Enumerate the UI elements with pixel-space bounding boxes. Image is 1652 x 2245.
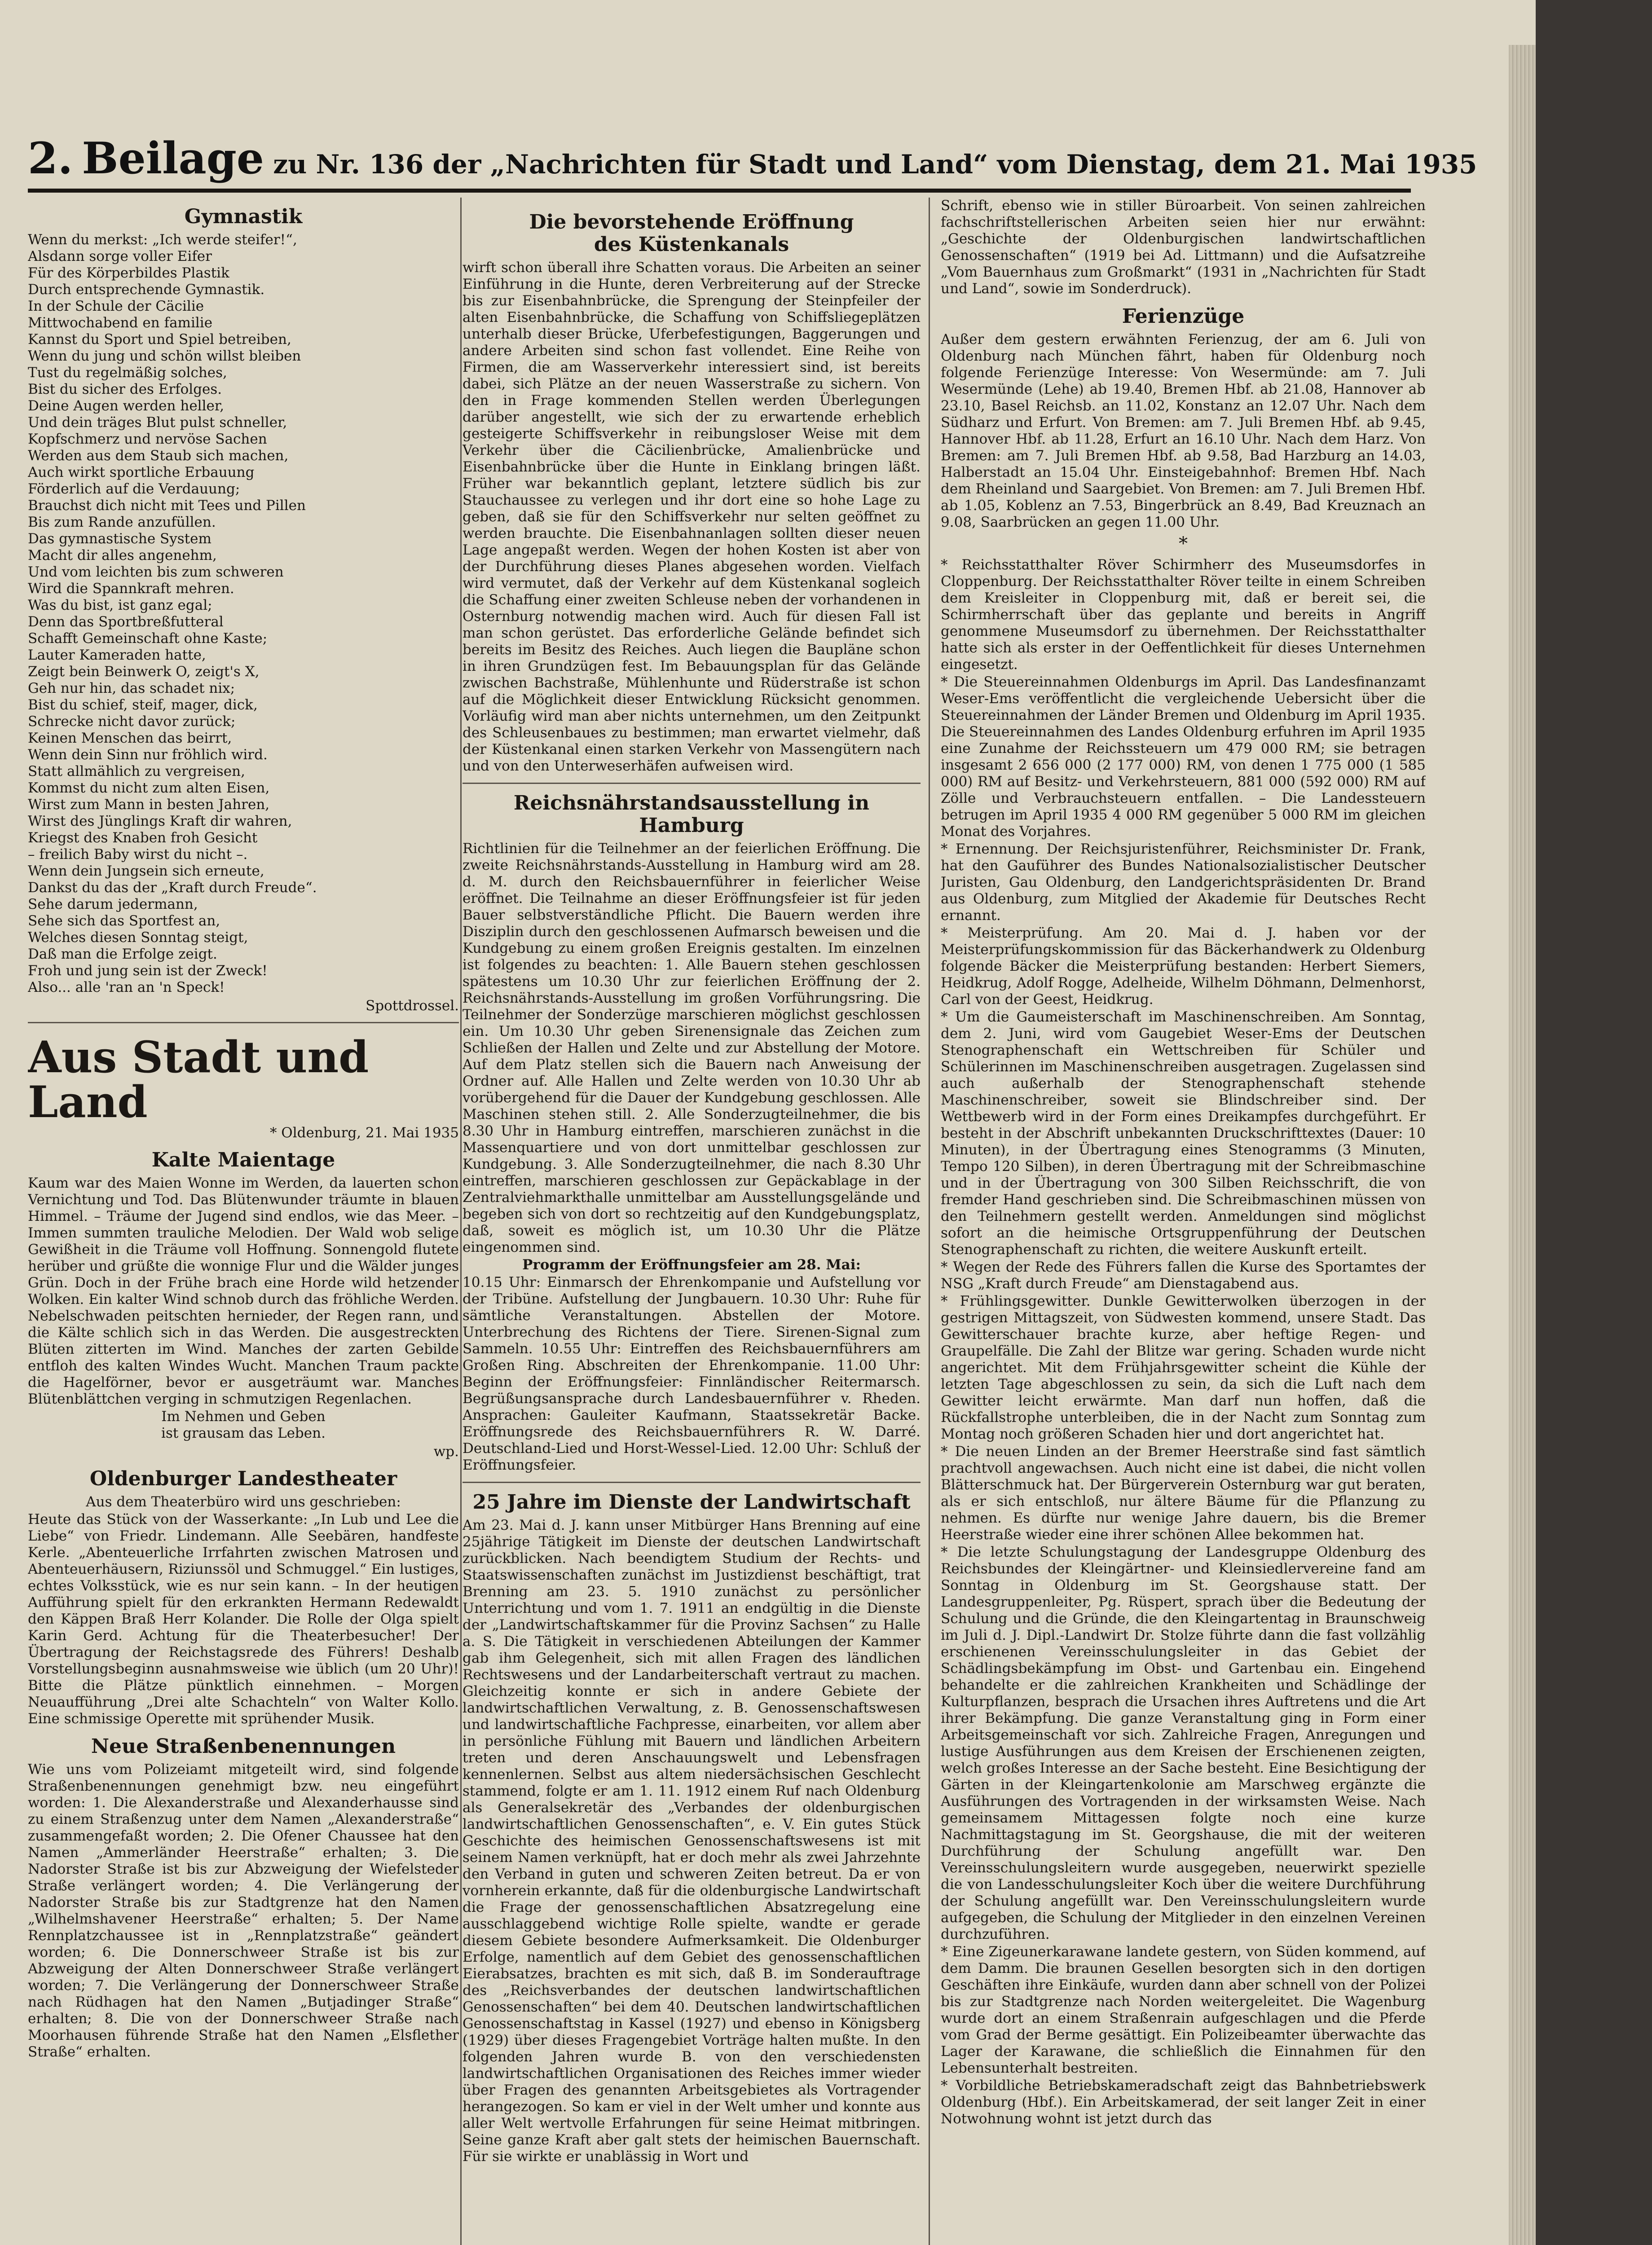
strassen-title: Neue Straßenbenennungen	[91, 1735, 396, 1758]
poem-line: Brauchst dich nicht mit Tees und Pillen	[28, 497, 306, 514]
poem-line: Dankst du das der „Kraft durch Freude“.	[28, 880, 317, 896]
theater-title: Oldenburger Landestheater	[89, 1467, 397, 1490]
maientage-line-1: Im Nehmen und Geben	[161, 1409, 326, 1425]
ferienzuege-title: Ferienzüge	[1122, 305, 1245, 328]
gymnastik-signature: Spottdrossel.	[366, 998, 459, 1014]
jubilaeum-text-continued: Schrift, ebenso wie in stiller Büroarbeit. Von seinen zahlreichen fachschriftstellerischen Arbeiten seien hier nur erwähnt: „Geschichte der Oldenburgischen landwirtschaftlichen Genossenschaften“ (1919 bei Ad. Littmann) und die Aufsatzreihe „Vom Bauernhaus zum Großmarkt“ (1931 in „Nachrichten für Stadt und Land“, sowie im Sonderdruck).	[941, 198, 1426, 297]
header-rule	[28, 189, 1411, 193]
column-divider	[929, 198, 930, 2245]
poem-line: Lauter Kameraden hatte,	[28, 647, 206, 663]
poem-line: Bist du schief, steif, mager, dick,	[28, 697, 258, 713]
news-item: * Vorbildliche Betriebskameradschaft zeigt das Bahnbetriebswerk Oldenburg (Hbf.). Ein Arbeitskamerad, der seit langer Zeit in einer Notwohnung wohnt ist jetzt durch das	[941, 2078, 1426, 2127]
poem-line: Auch wirkt sportliche Erbauung	[28, 464, 255, 480]
header-beilage: Beilage	[82, 133, 264, 184]
poem-line: Kopfschmerz und nervöse Sachen	[28, 431, 267, 447]
poem-line: Wirst zum Mann in besten Jahren,	[28, 797, 270, 813]
poem-line: Statt allmählich zu vergreisen,	[28, 763, 245, 779]
stadt-und-land-title: Aus Stadt und Land	[28, 1032, 369, 1127]
jubilaeum-text: Am 23. Mai d. J. kann unser Mitbürger Hans Brenning auf eine 25jährige Tätigkeit im Dienste der deutschen Landwirtschaft zurückblicken. Nach beendigtem Studium der Rechts- und Staatswissenschaften zunächst im Justizdienst beschäftigt, trat Brenning am 23. 5. 1910 zunächst zu persönlicher Unterrichtung und vom 1. 7. 1911 an endgültig in die Dienste der „Landwirtschaftskammer für die Provinz Sachsen“ zu Halle a. S. Die Tätigkeit in verschiedenen Abteilungen der Kammer gab ihm Gelegenheit, sich mit allen Fragen des ländlichen Rechtswesens und der Landarbeiterschaft vertraut zu machen. Gleichzeitig konnte er sich in andere Gebiete der landwirtschaftlichen Verwaltung, z. B. Genossenschaftswesen und landwirtschaftliche Fachpresse, einarbeiten, vor allem aber in persönliche Fühlung mit Bauern und ländlichen Arbeitern treten und deren Anschauungswelt und Lebensfragen kennenlernen. Selbst aus altem niedersächsischen Geschlecht stammend, folgte er am 1. 11. 1912 einem Ruf nach Oldenburg als Generalsekretär des „Verbandes der oldenburgischen landwirtschaftlichen Genossenschaften“, e. V. Ein gutes Stück Geschichte des heimischen Genossenschaftswesens ist mit seinem Namen verknüpft, hat er doch mehr als zwei Jahrzehnte den Verband in guten und schweren Zeiten betreut. Da er von vornherein erkannte, daß für die oldenburgische Landwirtschaft die Frage der genossenschaftlichen Absatzregelung eine ausschlaggebend wichtige Rolle spielte, wandte er gerade diesem Gebiete besondere Aufmerksamkeit. Die Oldenburger Erfolge, namentlich auf dem Gebiet des genossenschaftlichen Eierabsatzes, brachten es mit sich, daß B. im Sonderauftrage des „Reichsverbandes der deutschen landwirtschaftlichen Genossenschaften“ bei dem 40. Deutschen landwirtschaftlichen Genossenschaftstag in Kassel (1927) und ebenso in Königsberg (1929) über dieses Fragengebiet Vorträge halten mußte. In den folgenden Jahren wurde B. von den verschiedensten landwirtschaftlichen Organisationen des Reiches immer wieder über Fragen des genannten Arbeitsgebietes als Vortragender herangezogen. So kam er viel in der Welt umher und konnte aus aller Welt wertvolle Erfahrungen für seine Heimat mitbringen. Seine ganze Kraft aber galt stets der heimischen Bauernschaft. Für sie wirkte er unablässig in Wort und	[463, 1517, 921, 2165]
programm-heading: Programm der Eröffnungsfeier am 28. Mai:	[522, 1257, 861, 1273]
divider	[463, 1482, 921, 1483]
poem-line: Bist du sicher des Erfolges.	[28, 381, 222, 397]
eroeffnung-title-2: des Küstenkanals	[594, 233, 789, 256]
gymnastik-title: Gymnastik	[184, 205, 303, 228]
poem-line: Zeigt bein Beinwerk O, zeigt's X,	[28, 664, 260, 680]
reichsnaehrstand-title: Reichsnährstandsausstellung in Hamburg	[513, 792, 870, 837]
poem-line: – freilich Baby wirst du nicht –.	[28, 846, 248, 863]
poem-line: Das gymnastische System	[28, 531, 211, 547]
poem-line: Förderlich auf die Verdauung;	[28, 481, 240, 497]
poem-line: Macht dir alles angenehm,	[28, 547, 217, 563]
column-divider	[460, 198, 462, 2245]
news-item: * Frühlingsgewitter. Dunkle Gewitterwolken überzogen in der gestrigen Mittagszeit, von Südwesten kommend, unsere Stadt. Das Gewitterschauer brachte kurze, aber heftige Regen- und Graupelfälle. Die Zahl der Blitze war gering. Schaden wurde nicht angerichtet. Mit dem Frühjahrsgewitter scheint die Kühle der letzten Tage abgeschlossen zu sein, da sich die Luft nach dem Gewitter leicht erwärmte. Man darf nun hoffen, daß die Rückfallstrophe unterbleiben, die in der Nacht zum Sonntag zum Montag noch größeren Schaden hier und dort angerichtet hat.	[941, 1293, 1426, 1442]
maientage-signature: wp.	[433, 1444, 459, 1460]
header-number: 2.	[28, 133, 73, 184]
poem-line: Wenn du jung und schön willst bleiben	[28, 348, 301, 364]
jubilaeum-title: 25 Jahre im Dienste der Landwirtschaft	[472, 1491, 911, 1514]
book-edge	[1509, 45, 1536, 2245]
poem-line: Daß man die Erfolge zeigt.	[28, 946, 217, 962]
poem-line: Bis zum Rande anzufüllen.	[28, 514, 216, 530]
poem-line: In der Schule der Cäcilie	[28, 298, 204, 314]
maientage-text: Kaum war des Maien Wonne im Werden, da lauerten schon Vernichtung und Tod. Das Blütenwunder träumte in blauen Himmel. – Träume der Jugend sind endlos, wie das Meer. – Immen summten trauliche Melodien. Der Wald wob selige Gewißheit in die Träume voll Hoffnung. Sonnengold flutete herüber und grüßte die wonnige Flur und die Wälder junges Grün. Doch in der Frühe brach eine Horde wild hetzender Wolken. Ein kalter Wind schnob durch das fröhliche Werden. Nebelschwaden peitschten hernieder, der Regen rann, und die Kälte schlich sich in das Werden. Die ausgestreckten Blüten zitterten im Wind. Manches der zarten Gebilde entfloh des kalten Windes Wucht. Manchen Traum packte die Hagelförner, bevor er ausgeträumt war. Manches Blütenblättchen verging in schmutzigen Regenlachen.	[28, 1175, 459, 1407]
column-2	[463, 198, 921, 2245]
poem-line: Kommst du nicht zum alten Eisen,	[28, 780, 270, 796]
poem-line: Tust du regelmäßig solches,	[28, 365, 227, 381]
poem-line: Schafft Gemeinschaft ohne Kaste;	[28, 630, 268, 647]
programm-text: 10.15 Uhr: Einmarsch der Ehrenkompanie und Aufstellung vor der Tribüne. Aufstellung der Jungbauern. 10.30 Uhr: Ruhe für sämtliche Veranstaltungen. Abstellen der Motore. Unterbrechung des Richtens der Tiere. Sirenen-Signal zum Sammeln. 10.55 Uhr: Eintreffen des Reichsbauernführers am Großen Ring. Abschreiten der Ehrenkompanie. 11.00 Uhr: Beginn der Eröffnungsfeier: Finnländischer Reitermarsch. Begrüßungsansprache durch Landesbauernführer v. Rheden. Ansprachen: Gauleiter Kaufmann, Staatssekretär Backe. Eröffnungsrede des Reichsbauernführers R. W. Darré. Deutschland-Lied und Horst-Wessel-Lied. 12.00 Uhr: Schluß der Eröffnungsfeier.	[463, 1274, 921, 1473]
news-items	[941, 557, 1426, 2127]
section-star: *	[1179, 533, 1188, 554]
reichsnaehrstand-text: Richtlinien für die Teilnehmer an der feierlichen Eröffnung. Die zweite Reichsnährstands-Ausstellung in Hamburg wird am 28. d. M. durch den Reichsbauernführer in feierlicher Weise eröffnet. Die Teilnahme an dieser Eröffnungsfeier ist für jeden Bauer selbstverständliche Pflicht. Die Bauern werden ihre Disziplin durch den geschlossenen Aufmarsch beweisen und die Kundgebung zu einem großen Ereignis gestalten. Im einzelnen ist folgendes zu beachten: 1. Alle Bauern stehen geschlossen spätestens um 10.30 Uhr zur feierlichen Eröffnung der 2. Reichsnährstands-Ausstellung im großen Vorführungsring. Die Teilnehmer der Sonderzüge marschieren möglichst geschlossen ein. Um 10.30 Uhr geben Sirenensignale das Zeichen zum Schließen der Hallen und Zelte und zur Abstellung der Motore. Auf dem Platz stellen sich die Bauern nach Anweisung der Ordner auf. Alle Hallen und Zelte werden von 10.30 Uhr ab vorübergehend für die Dauer der Kundgebung geschlossen. Alle Maschinen stehen still. 2. Alle Sonderzugteilnehmer, die bis 8.30 Uhr in Hamburg eintreffen, marschieren zunächst in die Massenquartiere und von dort unmittelbar geschlossen zur Kundgebung. 3. Alle Sonderzugteilnehmer, die nach 8.30 Uhr eintreffen, marschieren geschlossen zur Gepäckablage in der Zentralviehmarkthalle unmittelbar am Ausstellungsgelände und begeben sich von dort so rechtzeitig auf den Kundgebungsplatz, daß, soweit es möglich ist, um 10.30 Uhr die Plätze eingenommen sind.	[463, 841, 921, 1255]
news-item: * Eine Zigeunerkarawane landete gestern, von Süden kommend, auf dem Damm. Die braunen Gesellen besorgten sich in den dortigen Geschäften ihre Einkäufe, wurden dann aber schnell von der Polizei bis zur Stadtgrenze nach Norden weitergeleitet. Die Wagenburg wurde dort an einem Straßenrain aufgeschlagen und die Pferde vom Grad der Berme gesättigt. Ein Polizeibeamter überwachte das Lager der Karawane, die schließlich die Einnahmen für den Lebensunterhalt bestreiten.	[941, 1944, 1426, 2076]
news-item: * Wegen der Rede des Führers fallen die Kurse des Sportamtes der NSG „Kraft durch Freude“ am Dienstagabend aus.	[941, 1259, 1426, 1292]
poem-line: Kriegst des Knaben froh Gesicht	[28, 830, 258, 846]
header-rest: zu Nr. 136 der „Nachrichten für Stadt und Land“ vom Dienstag, dem 21. Mai 1935	[273, 149, 1477, 180]
news-item: * Die Steuereinnahmen Oldenburgs im April. Das Landesfinanzamt Weser-Ems veröffentlicht die vergleichende Uebersicht über die Steuereinnahmen der Länder Bremen und Oldenburg im April 1935. Die Steuereinnahmen des Landes Oldenburg erfuhren im April 1935 eine Zunahme der Reichssteuern um 479 000 RM; sie betragen insgesamt 2 656 000 (2 177 000) RM, von denen 1 775 000 (1 585 000) RM auf Besitz- und Verkehrsteuern, 881 000 (592 000) RM auf Zölle und Verbrauchsteuern entfallen. – Die Landessteuern betrugen im April 1935 4 000 RM gegenüber 5 000 RM im gleichen Monat des Vorjahres.	[941, 674, 1426, 840]
eroeffnung-text: wirft schon überall ihre Schatten voraus. Die Arbeiten an seiner Einführung in die Hunte, deren Verbreiterung auf der Strecke bis zur Eisenbahnbrücke, die Sprengung der Steinpfeiler der alten Eisenbahnbrücke, die Schaffung von Schiffsliegeplätzen unterhalb dieser Brücke, Uferbefestigungen, Baggerungen und andere Arbeiten sind schon fast vollendet. Eine Reihe von Firmen, die am Wasserverkehr interessiert sind, ist bereits dabei, sich Plätze an der neuen Wasserstraße zu sichern. Von den in Frage kommenden Stellen werden Überlegungen darüber angestellt, wie sich der zu erwartende erheblich gesteigerte Schiffsverkehr in reibungsloser Weise mit dem Verkehr über die Cäcilienbrücke, Amalienbrücke und Eisenbahnbrücke über die Hunte in Einklang bringen läßt. Früher war bekanntlich geplant, letztere südlich bis zur Stauchaussee zu verlegen und ihr dort eine so hohe Lage zu geben, daß sie für den Schiffsverkehr nur selten geöffnet zu werden brauchte. Die Eisenbahnanlagen sollten dieser neuen Lage angepaßt werden. Wegen der hohen Kosten ist aber von der Durchführung dieses Planes abgesehen worden. Vielfach wird vermutet, daß der Verkehr auf dem Küstenkanal sogleich die Schaffung einer zweiten Schleuse neben der vorhandenen in Osternburg notwendig machen wird. Auch für diesen Fall ist man schon gerüstet. Das erforderliche Gelände befindet sich bereits im Besitz des Reiches. Auch liegen die Baupläne schon in ihren Grundzügen fest. Im Bebauungsplan für das Gelände zwischen Bachstraße, Mühlenhunte und Rüderstraße ist schon auf die Möglichkeit dieser Entwicklung Rücksicht genommen. Vorläufig wird man aber nichts unternehmen, um den Zeitpunkt des Schleusenbaues zu bestimmen; man erwartet vielmehr, daß der Küstenkanal einen starken Verkehr von Massengütern nach und von den Unterweserhäfen aufweisen wird.	[463, 260, 921, 774]
poem-line: Durch entsprechende Gymnastik.	[28, 282, 265, 298]
poem-line: Denn das Sportbreßfutteral	[28, 614, 224, 630]
gymnastik-poem	[28, 232, 459, 996]
theater-subtitle: Aus dem Theaterbüro wird uns geschrieben:	[86, 1494, 401, 1510]
poem-line: Und vom leichten bis zum schweren	[28, 564, 284, 580]
poem-line: Kannst du Sport und Spiel betreiben,	[28, 331, 291, 348]
news-item: * Ernennung. Der Reichsjuristenführer, Reichsminister Dr. Frank, hat den Gauführer des Bundes Nationalsozialistischer Deutscher Juristen, Gau Oldenburg, den Landgerichtspräsidenten Dr. Brand aus Oldenburg, zum Mitglied der Akademie für Deutsches Recht ernannt.	[941, 841, 1426, 924]
maientage-title: Kalte Maientage	[151, 1149, 335, 1171]
news-item: * Um die Gaumeisterschaft im Maschinenschreiben. Am Sonntag, dem 2. Juni, wird vom Gaugebiet Weser-Ems der Deutschen Stenographenschaft ein Wettschreiben für Schüler und Schülerinnen im Maschinenschreiben ausgetragen. Zugelassen sind auch außerhalb der Stenographenschaft stehende Maschinenschreiber, soweit sie Blindschreiber sind. Der Wettbewerb wird in der Form eines Dreikampfes durchgeführt. Er besteht in der Abschrift unbekannten Druckschrifttextes (Dauer: 10 Minuten), in der Übertragung eines Stenogramms (3 Minuten, Tempo 120 Silben), in deren Übertragung mit der Schreibmaschine und in der Übertragung von 300 Silben Reichsschrift, die von fremder Hand geschrieben sind. Die Schreibmaschinen müssen von den Teilnehmern gestellt werden. Anmeldungen sind möglichst sofort an die heimische Ortsgruppenführung der Deutschen Stenographenschaft zu richten, die weitere Auskunft erteilt.	[941, 1009, 1426, 1258]
news-item: * Meisterprüfung. Am 20. Mai d. J. haben vor der Meisterprüfungskommission für das Bäckerhandwerk zu Oldenburg folgende Bäcker die Meisterprüfung bestanden: Herbert Siemers, Heidkrug, Adolf Rogge, Adelheide, Wilhelm Döhmann, Delmenhorst, Carl von der Geest, Heidkrug.	[941, 925, 1426, 1008]
poem-line: Sehe sich das Sportfest an,	[28, 913, 220, 929]
news-item: * Die letzte Schulungstagung der Landesgruppe Oldenburg des Reichsbundes der Kleingärtner- und Kleinsiedlervereine fand am Sonntag in Oldenburg im St. Georgshause statt. Der Landesgruppenleiter, Pg. Rüspert, sprach über die Bedeutung der Schulung und die Gründe, die den Kleingartentag in Braunschweig im Juli d. J. Dipl.-Landwirt Dr. Stolze führte dann die fast vollzählig erschienenen Vereinsschulungsleiter in das Gebiet der Schädlingsbekämpfung im Obst- und Gartenbau ein. Eingehend behandelte er die zahlreichen Krankheiten und Schädlinge der Kulturpflanzen, besprach die Ursachen ihres Auftretens und die Art ihrer Bekämpfung. Die ganze Veranstaltung ging in Form einer Arbeitsgemeinschaft vor sich. Zahlreiche Fragen, Anregungen und lustige Ausführungen aus dem Kreisen der Erschienenen zeigten, welch großes Interesse an der Sache besteht. Eine Besichtigung der Gärten in der Kleingartenkolonie am Marschweg ergänzte die Ausführungen des Vortragenden in der wirksamsten Weise. Nach gemeinsamem Mittagessen folgte noch eine kurze Nachmittagstagung im St. Georgshause, die mit der weiteren Durchführung der Schulung angefüllt war. Den Vereinsschulungsleitern wurde ausgegeben, neuerwirkt spezielle die von Landesschulungsleiter Koch über die weitere Durchführung der Schulung angefüllt war. Den Vereinsschulungsleitern wurde aufgegeben, die Schulung der Mitglieder in den einzelnen Vereinen durchzuführen.	[941, 1544, 1426, 1942]
column-1	[28, 198, 459, 2245]
divider	[28, 1022, 459, 1023]
poem-line: Welches diesen Sonntag steigt,	[28, 929, 248, 946]
poem-line: Schrecke nicht davor zurück;	[28, 713, 236, 730]
theater-text: Heute das Stück von der Wasserkante: „In Lub und Lee die Liebe“ von Friedr. Lindemann. Alle Seebären, handfeste Kerle. „Abenteuerliche Irrfahrten zwischen Matrosen und Abenteuerhäusern, Riziunssöl und Schmuggel.“ Ein lustiges, echtes Volksstück, wie es nur sein kann. – In der heutigen Aufführung spielt für den erkrankten Hermann Redewaldt den Käppen Braß Herr Kolander. Die Rolle der Olga spielt Karin Gerd. Achtung für die Theaterbesucher! Der Übertragung der Reichstagsrede des Führers! Deshalb Vorstellungsbeginn ausnahmsweise wie üblich (um 20 Uhr)! Bitte die Plätze pünktlich einnehmen. – Morgen Neuaufführung „Drei alte Schachteln“ von Walter Kollo. Eine schmissige Operette mit sprühender Musik.	[28, 1511, 459, 1727]
eroeffnung-title-1: Die bevorstehende Eröffnung	[529, 211, 854, 233]
poem-line: Wird die Spannkraft mehren.	[28, 581, 234, 597]
maientage-line-2: ist grausam das Leben.	[161, 1425, 326, 1441]
news-item: * Reichsstatthalter Röver Schirmherr des Museumsdorfes in Cloppenburg. Der Reichsstatthalter Röver teilte in einem Schreiben dem Kreisleiter in Cloppenburg mit, daß er bereit sei, die Schirmherrschaft über das geplante und bereits in Angriff genommene Museumsdorf zu übernehmen. Der Reichsstatthalter hatte sich als erster in der Oeffentlichkeit für dieses Unternehmen eingesetzt.	[941, 557, 1426, 673]
ferienzuege-text: Außer dem gestern erwähnten Ferienzug, der am 6. Juli von Oldenburg nach München fährt, haben für Oldenburg noch folgende Ferienzüge Interesse: Von Wesermünde: am 7. Juli Wesermünde (Lehe) ab 19.40, Bremen Hbf. ab 21.08, Hannover ab 23.10, Basel Reichsb. an 11.02, Konstanz an 12.07 Uhr. Nach dem Südharz und Erfurt. Von Bremen: am 7. Juli Bremen Hbf. ab 9.45, Hannover Hbf. ab 11.28, Erfurt an 16.10 Uhr. Nach dem Harz. Von Bremen: am 7. Juli Bremen Hbf. ab 9.58, Bad Harzburg an 14.03, Halberstadt an 15.04 Uhr. Einsteigebahnhof: Bremen Hbf. Nach dem Rheinland und Saargebiet. Von Bremen: am 7. Juli Bremen Hbf. ab 1.05, Koblenz an 7.53, Bingerbrück an 8.49, Bad Kreuznach an 9.08, Saarbrücken an gegen 11.00 Uhr.	[941, 331, 1426, 530]
poem-line: Und dein träges Blut pulst schneller,	[28, 414, 287, 431]
poem-line: Geh nur hin, das schadet nix;	[28, 680, 235, 696]
poem-line: Deine Augen werden heller,	[28, 398, 225, 414]
dateline: * Oldenburg, 21. Mai 1935	[269, 1125, 459, 1141]
news-item: * Die neuen Linden an der Bremer Heerstraße sind fast sämtlich prachtvoll angewachsen. Auch nicht eine ist dabei, die nicht vollen Blätterschmuck hat. Der Bürgerverein Osternburg war gut beraten, als er sich entschloß, nur ältere Bäume für die Pflanzung zu nehmen. Es dürfte nur wenige Jahre dauern, bis die Bremer Heerstraße wieder eine ihrer schönen Allee bekommen hat.	[941, 1444, 1426, 1543]
divider	[463, 783, 921, 784]
poem-line: Was du bist, ist ganz egal;	[28, 597, 212, 613]
page-header	[28, 133, 1477, 184]
poem-line: Froh und jung sein ist der Zweck!	[28, 963, 268, 979]
poem-line: Keinen Menschen das beirrt,	[28, 730, 232, 746]
poem-line: Sehe darum jedermann,	[28, 896, 198, 912]
poem-line: Werden aus dem Staub sich machen,	[28, 448, 289, 464]
poem-line: Wenn dein Sinn nur fröhlich wird.	[28, 747, 268, 763]
poem-line: Wenn dein Jungsein sich erneute,	[28, 863, 264, 879]
poem-line: Mittwochabend en familie	[28, 315, 213, 331]
poem-line: Also... alle 'ran an 'n Speck!	[28, 979, 225, 995]
poem-line: Für des Körperbildes Plastik	[28, 265, 229, 281]
poem-line: Wenn du merkst: „Ich werde steifer!“,	[28, 232, 297, 248]
column-3	[941, 198, 1426, 2245]
poem-line: Wirst des Jünglings Kraft dir wahren,	[28, 813, 292, 829]
strassen-text: Wie uns vom Polizeiamt mitgeteilt wird, sind folgende Straßenbenennungen genehmigt bzw. neu eingeführt worden: 1. Die Alexanderstraße und Alexanderhausse sind zu einem Straßenzug unter dem Namen „Alexanderstraße“ zusammengefaßt worden; 2. Die Ofener Chaussee hat den Namen „Ammerländer Heerstraße“ erhalten; 3. Die Nadorster Straße ist bis zur Abzweigung der Wiefelsteder Straße verlängert worden; 4. Die Verlängerung der Nadorster Straße bis zur Stadtgrenze hat den Namen „Wilhelmshavener Heerstraße“ erhalten; 5. Der Name Rennplatzchaussee ist in „Rennplatzstraße“ geändert worden; 6. Die Donnerschweer Straße ist bis zur Abzweigung der Alten Donnerschweer Straße verlängert worden; 7. Die Verlängerung der Donnerschweer Straße nach Rüdhagen hat den Namen „Butjadinger Straße“ erhalten; 8. Die von der Donnerschweer Straße nach Moorhausen führende Straße hat den Namen „Elsflether Straße“ erhalten.	[28, 1761, 459, 2060]
poem-line: Alsdann sorge voller Eifer	[28, 248, 212, 264]
